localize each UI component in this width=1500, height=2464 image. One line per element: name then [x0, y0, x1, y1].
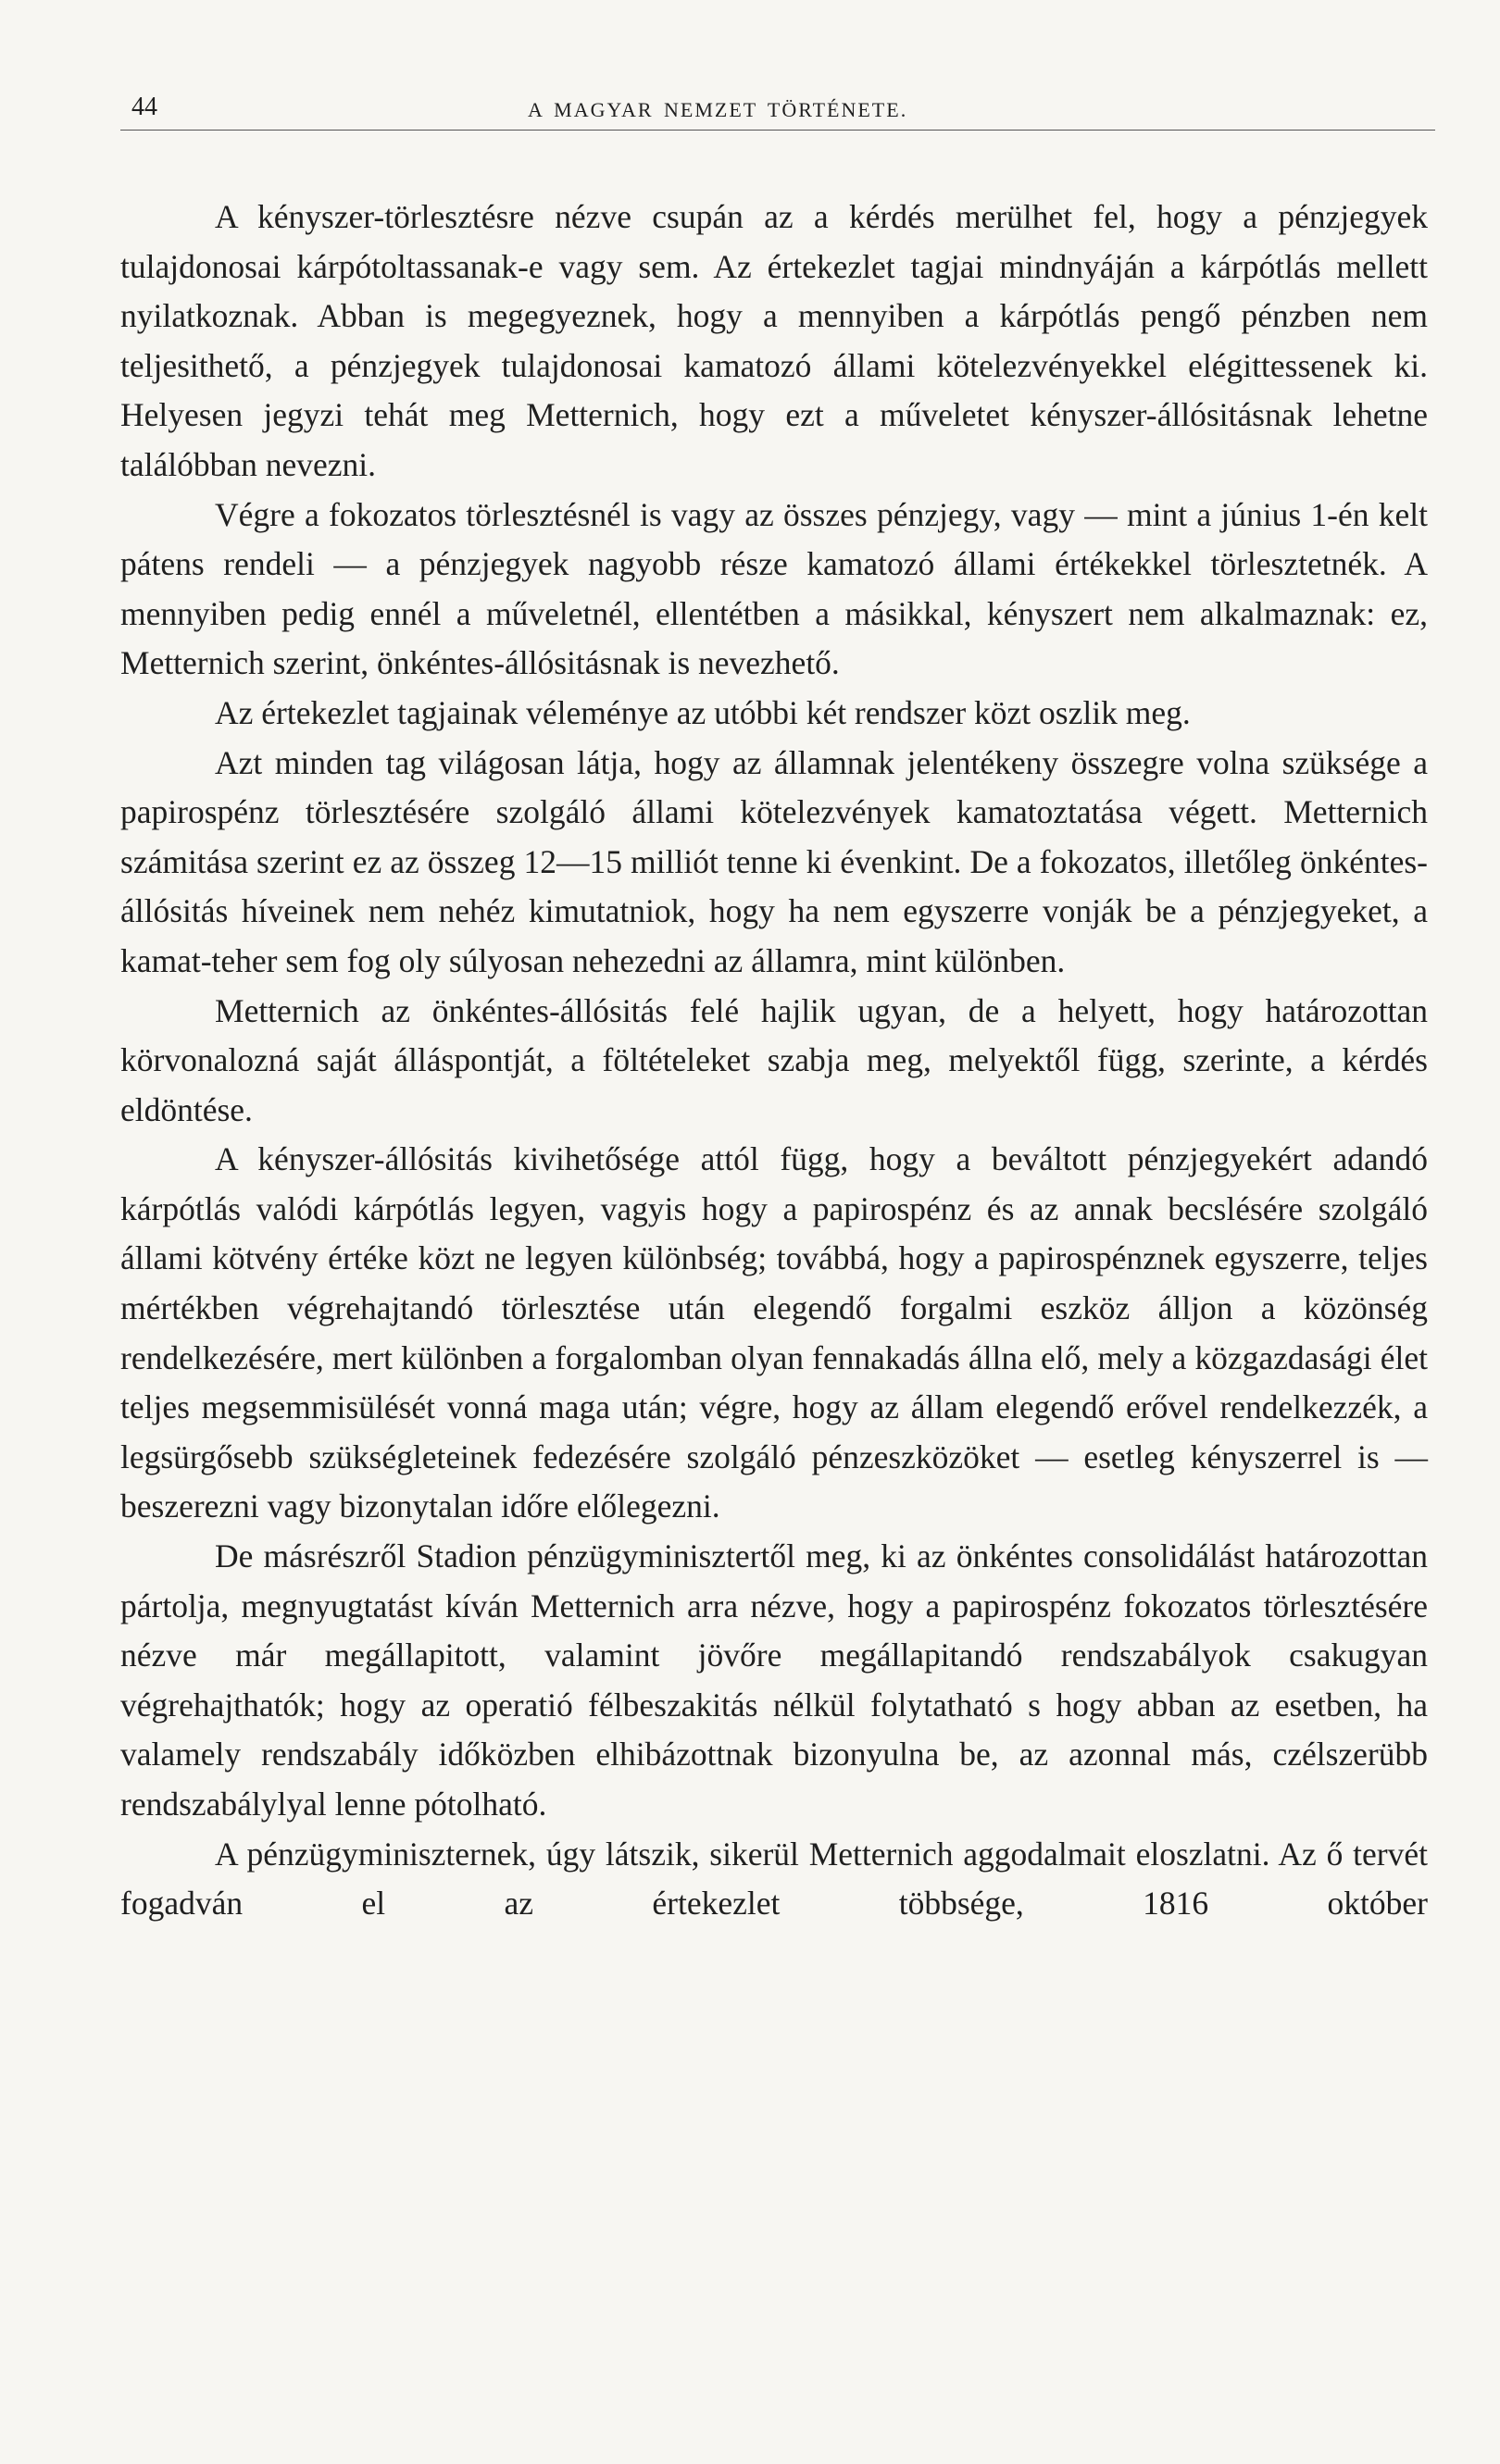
- paragraph: Végre a fokozatos törlesztésnél is vagy az összes pénzjegy, vagy — mint a június 1-én kelt pátens rendeli — a pénzjegyek nagyobb része kamatozó állami értékekkel törlesztetnék. A mennyiben pedig ennél a műveletnél, ellentétben a másikkal, kényszert nem alkalmaznak: ez, Metternich szerint, önkéntes-állósitásnak is nevezhető.: [120, 495, 1428, 682]
- paragraph: Az értekezlet tagjainak véleménye az utóbbi két rendszer közt oszlik meg.: [215, 693, 1191, 731]
- paragraph: A kényszer-törlesztésre nézve csupán az a kérdés merülhet fel, hogy a pénzjegyek tulajdonosai kárpótoltassanak-e vagy sem. Az értekezlet tagjai mindnyáján a kárpótlás mellett nyilatkoznak. Abban is megegyeznek, hogy a mennyiben a kárpótlás pengő pénzben nem teljesithető, a pénzjegyek tulajdonosai kamatozó állami kötelezvényekkel elégittessenek ki. Helyesen jegyzi tehát meg Metternich, hogy ezt a műveletet kényszer-állósitásnak lehetne találóbban nevezni.: [120, 198, 1428, 483]
- paragraph: Metternich az önkéntes-állósitás felé hajlik ugyan, de a helyett, hogy határozottan körvonalozná saját álláspontját, a föltételeket szabja meg, melyektől függ, szerinte, a kérdés eldöntése.: [120, 991, 1428, 1128]
- paragraph: A pénzügyminiszternek, úgy látszik, sikerül Metternich aggodalmait eloszlatni. Az ő tervét fogadván el az értekezlet többsége, 1816 október: [120, 1835, 1428, 1923]
- running-header: [120, 89, 1435, 131]
- paragraph: De másrészről Stadion pénzügyminisztertől meg, ki az önkéntes consolidálást határozottan pártolja, megnyugtatást kíván Metternich arra nézve, hogy a papirospénz fokozatos törlesztésére nézve már megállapitott, valamint jövőre megállapitandó rendszabályok csakugyan végrehajthatók; hogy az operatió félbeszakitás nélkül folytatható s hogy abban az esetben, ha valamely rendszabály időközben elhibázottnak bizonyulna be, az azonnal más, czélszerübb rendszabálylyal lenne pótolható.: [120, 1537, 1428, 1823]
- body-text: [120, 193, 1428, 1929]
- paragraph: A kényszer-állósitás kivihetősége attól függ, hogy a beváltott pénzjegyekért adandó kárpótlás valódi kárpótlás legyen, vagyis hogy a papirospénz és az annak becslésére szolgáló állami kötvény értéke közt ne legyen különbség; továbbá, hogy a papirospénznek egyszerre, teljes mértékben végrehajtandó törlesztése után elegendő forgalmi eszköz álljon a közönség rendelkezésére, mert különben a forgalomban olyan fennakadás állna elő, mely a közgazdasági élet teljes megsemmisülését vonná maga után; végre, hogy az állam elegendő erővel rendelkezzék, a legsürgősebb szükségleteinek fedezésére szolgáló pénzeszközöket — esetleg kényszerrel is — beszerezni vagy bizonytalan időre előlegezni.: [120, 1140, 1428, 1525]
- page-number: 44: [131, 93, 157, 121]
- running-title: A MAGYAR NEMZET TÖRTÉNETE.: [528, 98, 908, 121]
- paragraph: Azt minden tag világosan látja, hogy az államnak jelentékeny összegre volna szüksége a papirospénz törlesztésére szolgáló állami kötelezvények kamatoztatása végett. Metternich számitása szerint ez az összeg 12—15 milliót tenne ki évenkint. De a fokozatos, illetőleg önkéntes-állósitás híveinek nem nehéz kimutatniok, hogy ha nem egyszerre vonják be a pénzjegyeket, a kamat-teher sem fog oly súlyosan nehezedni az államra, mint különben.: [120, 743, 1428, 979]
